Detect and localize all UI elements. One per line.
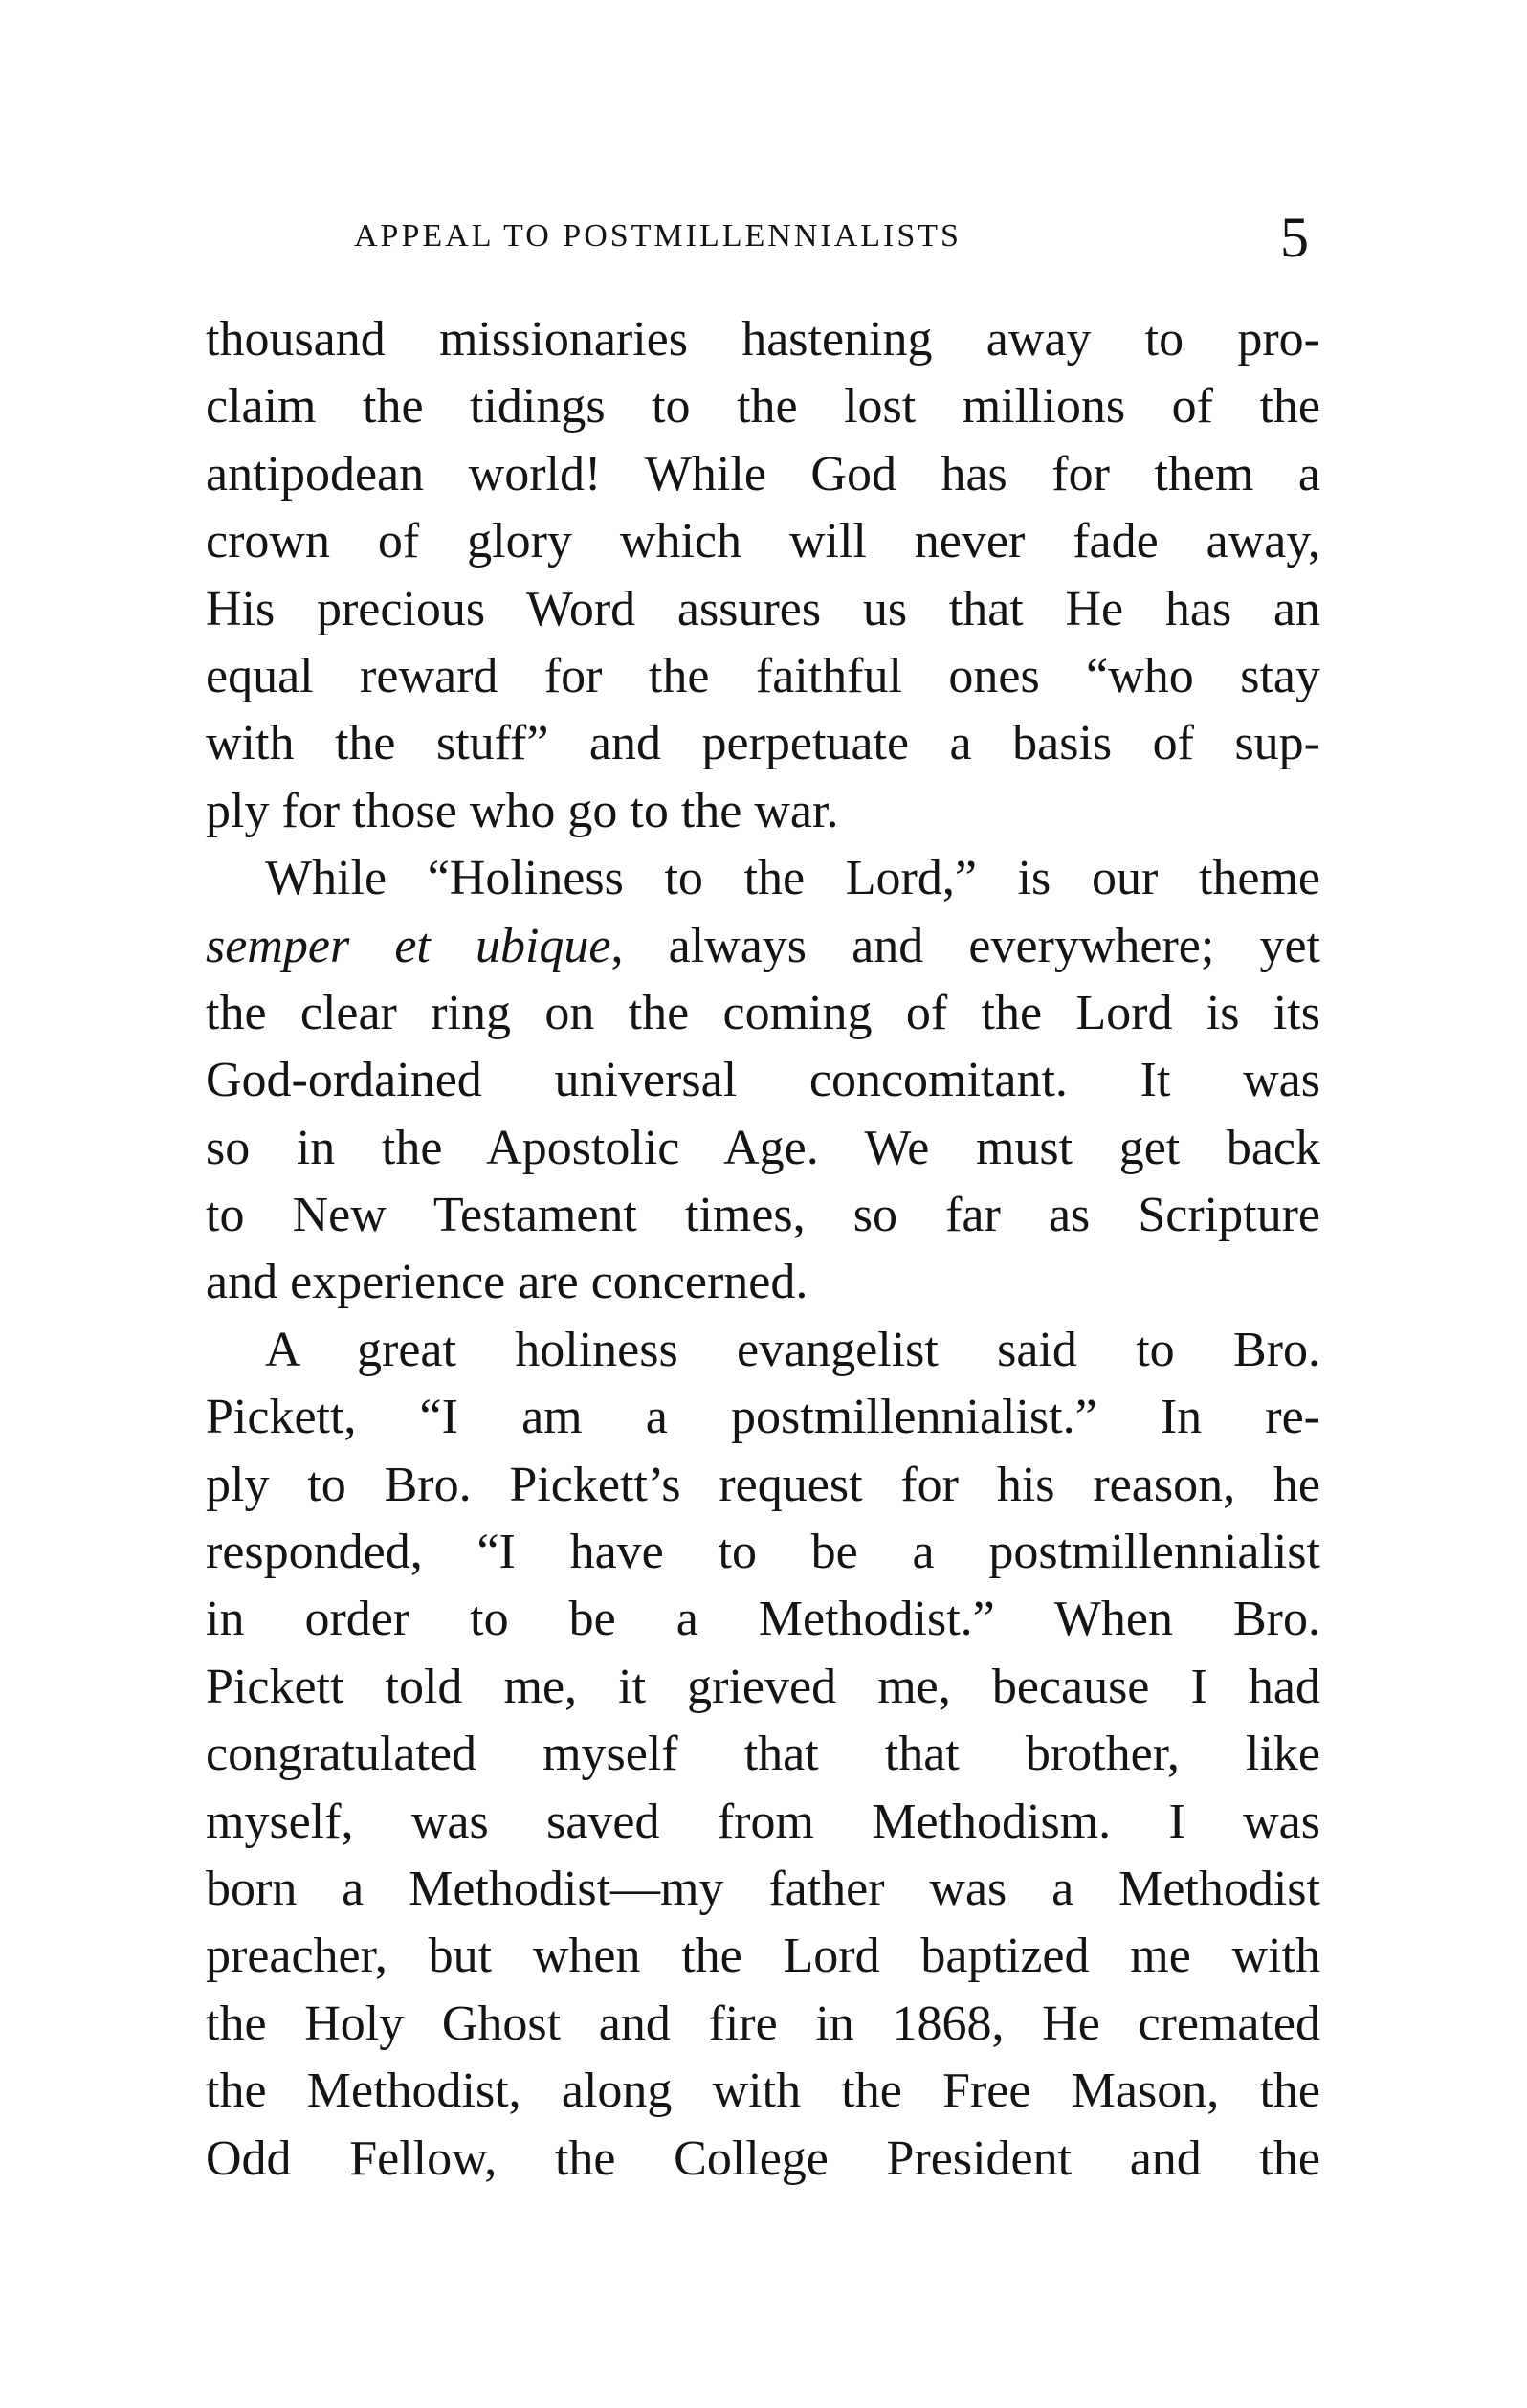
text-line: the Holy Ghost and fire in 1868, He cremated: [206, 1996, 1320, 2051]
text-line: crown of glory which will never fade away,: [206, 514, 1320, 569]
text-line: to New Testament times, so far as Scripture: [206, 1188, 1320, 1243]
text-line: in order to be a Methodist.” When Bro.: [206, 1592, 1320, 1647]
text-fragment: , always and everywhere; yet: [610, 918, 1320, 973]
text-line: responded, “I have to be a postmillennialist: [206, 1525, 1320, 1580]
text-line: While “Holiness to the Lord,” is our theme: [265, 851, 1320, 906]
text-line: ply to Bro. Pickett’s request for his reason, he: [206, 1457, 1320, 1512]
text-line: Pickett, “I am a postmillennialist.” In re-: [206, 1390, 1320, 1445]
text-line: ply for those who go to the war.: [206, 783, 839, 838]
text-line: God-ordained universal concomitant. It was: [206, 1053, 1320, 1108]
text-line: with the stuff” and perpetuate a basis of sup-: [206, 716, 1320, 771]
text-line: so in the Apostolic Age. We must get back: [206, 1120, 1320, 1175]
running-title: APPEAL TO POSTMILLENNIALISTS: [354, 218, 962, 254]
latin-phrase: semper et ubique: [206, 918, 611, 973]
text-line: thousand missionaries hastening away to pro-: [206, 312, 1320, 367]
page-number: 5: [1280, 206, 1309, 269]
running-head: [206, 206, 1330, 278]
text-line: [206, 913, 1320, 980]
text-line: and experience are concerned.: [206, 1255, 808, 1310]
body-text: [206, 306, 1320, 2193]
text-line: antipodean world! While God has for them a: [206, 446, 1320, 502]
text-line: preacher, but when the Lord baptized me with: [206, 1929, 1320, 1984]
text-line: born a Methodist—my father was a Methodist: [206, 1861, 1320, 1916]
text-line: His precious Word assures us that He has an: [206, 581, 1320, 636]
text-line: myself, was saved from Methodism. I was: [206, 1794, 1320, 1849]
text-line: the Methodist, along with the Free Mason, the: [206, 2063, 1320, 2119]
text-line: A great holiness evangelist said to Bro.: [265, 1322, 1320, 1377]
text-line: claim the tidings to the lost millions of the: [206, 379, 1320, 435]
text-line: Pickett told me, it grieved me, because I had: [206, 1659, 1320, 1714]
text-line: the clear ring on the coming of the Lord is its: [206, 985, 1320, 1040]
text-line: Odd Fellow, the College President and the: [206, 2130, 1320, 2186]
text-line: equal reward for the faithful ones “who stay: [206, 648, 1320, 703]
text-line: congratulated myself that that brother, like: [206, 1727, 1320, 1782]
